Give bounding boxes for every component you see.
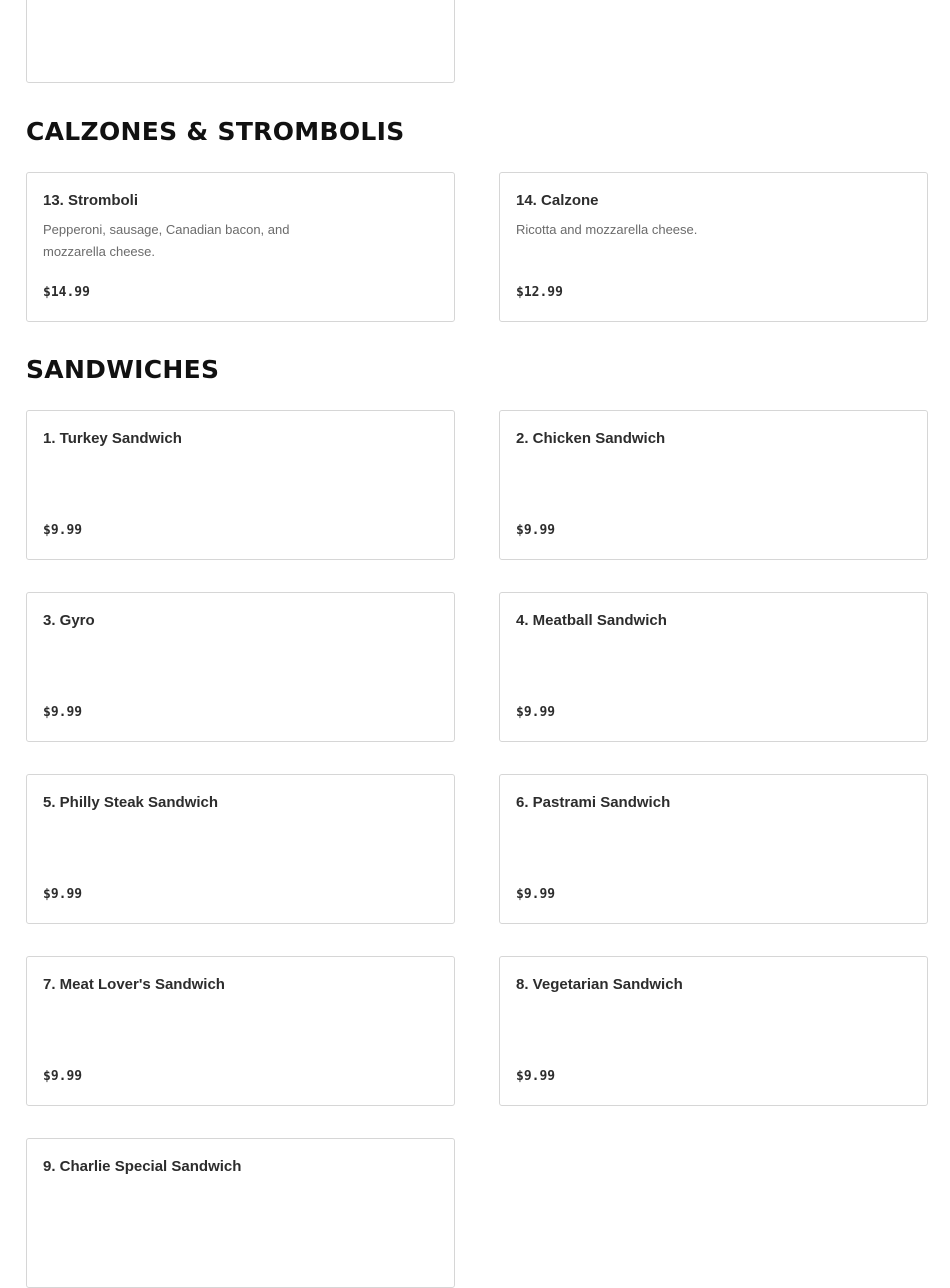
menu-item-price: $9.99 (516, 887, 556, 902)
section-title-sandwiches: SANDWICHES (26, 355, 220, 384)
menu-item-name: 4. Meatball Sandwich (516, 612, 667, 629)
menu-item-name: 7. Meat Lover's Sandwich (43, 976, 225, 993)
section-title-calzones: CALZONES & STROMBOLIS (26, 117, 405, 146)
menu-item-price: $9.99 (43, 887, 83, 902)
menu-item-card-philly-steak-sandwich[interactable] (26, 774, 455, 924)
menu-item-card-stromboli[interactable] (26, 172, 455, 322)
menu-item-card-charlie-special-sandwich[interactable] (26, 1138, 455, 1288)
menu-item-name: 13. Stromboli (43, 192, 139, 209)
menu-item-name: 14. Calzone (516, 192, 599, 209)
menu-item-description: Ricotta and mozzarella cheese. (516, 222, 698, 237)
menu-item-price: $12.99 (516, 285, 563, 300)
menu-item-name: 2. Chicken Sandwich (516, 430, 666, 447)
menu-item-name: 8. Vegetarian Sandwich (516, 976, 683, 993)
menu-item-card-meat-lovers-sandwich[interactable] (26, 956, 455, 1106)
menu-item-card[interactable] (26, 0, 455, 83)
menu-item-name: 9. Charlie Special Sandwich (43, 1158, 242, 1175)
menu-item-name: 3. Gyro (43, 612, 95, 629)
menu-item-price: $9.99 (516, 1069, 556, 1084)
menu-item-price: $9.99 (516, 705, 556, 720)
menu-item-card-vegetarian-sandwich[interactable] (499, 956, 928, 1106)
menu-item-price: $9.99 (43, 1069, 83, 1084)
menu-item-name: 1. Turkey Sandwich (43, 430, 182, 447)
menu-item-price: $9.99 (516, 523, 556, 538)
menu-item-card-meatball-sandwich[interactable] (499, 592, 928, 742)
menu-item-name: 5. Philly Steak Sandwich (43, 794, 219, 811)
menu-item-price: $14.99 (43, 285, 90, 300)
menu-item-description: Pepperoni, sausage, Canadian bacon, and mozzarella cheese. (43, 222, 290, 259)
menu-item-card-calzone[interactable] (499, 172, 928, 322)
menu-item-card-chicken-sandwich[interactable] (499, 410, 928, 560)
menu-item-price: $9.99 (43, 705, 83, 720)
menu-item-card-gyro[interactable] (26, 592, 455, 742)
menu-item-price: $9.99 (43, 523, 83, 538)
menu-item-card-pastrami-sandwich[interactable] (499, 774, 928, 924)
menu-item-card-turkey-sandwich[interactable] (26, 410, 455, 560)
menu-item-name: 6. Pastrami Sandwich (516, 794, 671, 811)
